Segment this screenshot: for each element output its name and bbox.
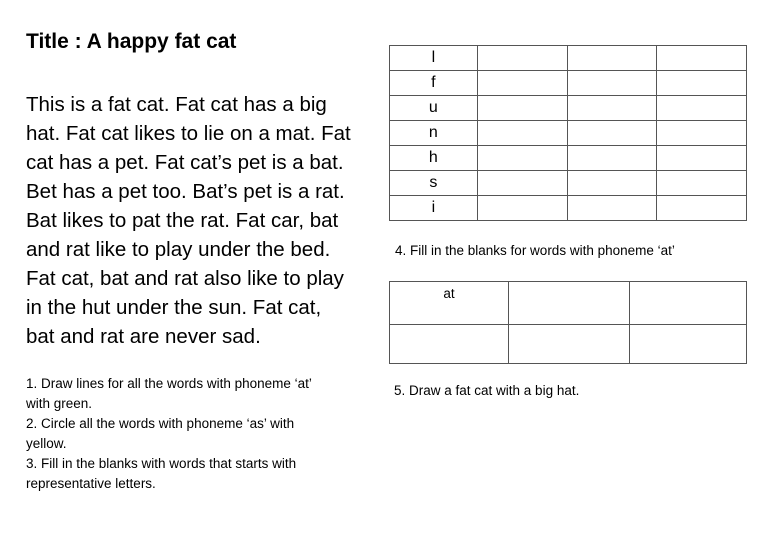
instruction-line: 1. Draw lines for all the words with phoneme ‘at’ — [26, 376, 312, 391]
letter-cell: s — [390, 171, 478, 196]
blank-cell[interactable] — [657, 46, 747, 71]
letter-cell: i — [390, 196, 478, 221]
story-text — [26, 90, 376, 351]
blank-cell[interactable] — [509, 282, 630, 325]
table-row — [390, 121, 747, 146]
letter-table — [389, 45, 747, 221]
blank-cell[interactable] — [477, 146, 567, 171]
blank-cell[interactable] — [477, 121, 567, 146]
blank-cell[interactable] — [477, 196, 567, 221]
blank-cell[interactable] — [567, 121, 657, 146]
blank-cell[interactable] — [509, 325, 630, 364]
blank-cell[interactable] — [477, 96, 567, 121]
blank-cell[interactable] — [630, 325, 747, 364]
blank-cell[interactable] — [477, 46, 567, 71]
table-row — [390, 282, 747, 325]
story-line: and rat like to play under the bed. — [26, 238, 331, 261]
letter-cell: l — [390, 46, 478, 71]
story-line: Fat cat, bat and rat also like to play — [26, 267, 344, 290]
blank-cell[interactable] — [567, 146, 657, 171]
letter-cell: f — [390, 71, 478, 96]
table-row — [390, 71, 747, 96]
story-line: bat and rat are never sad. — [26, 325, 261, 348]
blank-cell[interactable] — [657, 71, 747, 96]
table-row — [390, 96, 747, 121]
blank-cell[interactable] — [477, 71, 567, 96]
phoneme-table — [389, 281, 747, 364]
story-line: hat. Fat cat likes to lie on a mat. Fat — [26, 122, 351, 145]
blank-cell[interactable] — [657, 96, 747, 121]
blank-cell[interactable] — [567, 46, 657, 71]
blank-cell[interactable] — [657, 146, 747, 171]
blank-cell[interactable] — [630, 282, 747, 325]
instruction-line: 3. Fill in the blanks with words that starts with — [26, 456, 297, 471]
blank-cell[interactable] — [657, 121, 747, 146]
instruction-line: representative letters. — [26, 476, 156, 491]
blank-cell[interactable] — [390, 325, 509, 364]
blank-cell[interactable] — [567, 71, 657, 96]
phoneme-header-cell: at — [390, 282, 509, 325]
letter-cell: h — [390, 146, 478, 171]
question-4: 4. Fill in the blanks for words with phoneme ‘at’ — [395, 243, 675, 258]
blank-cell[interactable] — [567, 96, 657, 121]
blank-cell[interactable] — [567, 171, 657, 196]
story-line: Bat likes to pat the rat. Fat car, bat — [26, 209, 339, 232]
story-line: This is a fat cat. Fat cat has a big — [26, 93, 327, 116]
story-line: Bet has a pet too. Bat’s pet is a rat. — [26, 180, 345, 203]
table-row — [390, 196, 747, 221]
table-row — [390, 46, 747, 71]
table-row — [390, 325, 747, 364]
question-5: 5. Draw a fat cat with a big hat. — [394, 383, 580, 398]
blank-cell[interactable] — [477, 171, 567, 196]
table-row — [390, 146, 747, 171]
story-line: in the hut under the sun. Fat cat, — [26, 296, 322, 319]
blank-cell[interactable] — [657, 196, 747, 221]
blank-cell[interactable] — [567, 196, 657, 221]
blank-cell[interactable] — [657, 171, 747, 196]
instruction-line: with green. — [26, 396, 93, 411]
table-row — [390, 171, 747, 196]
instruction-line: 2. Circle all the words with phoneme ‘as’ with — [26, 416, 295, 431]
worksheet-title: Title : A happy fat cat — [26, 30, 237, 53]
story-line: cat has a pet. Fat cat’s pet is a bat. — [26, 151, 344, 174]
letter-cell: u — [390, 96, 478, 121]
instruction-line: yellow. — [26, 436, 67, 451]
instructions — [26, 374, 371, 494]
letter-cell: n — [390, 121, 478, 146]
